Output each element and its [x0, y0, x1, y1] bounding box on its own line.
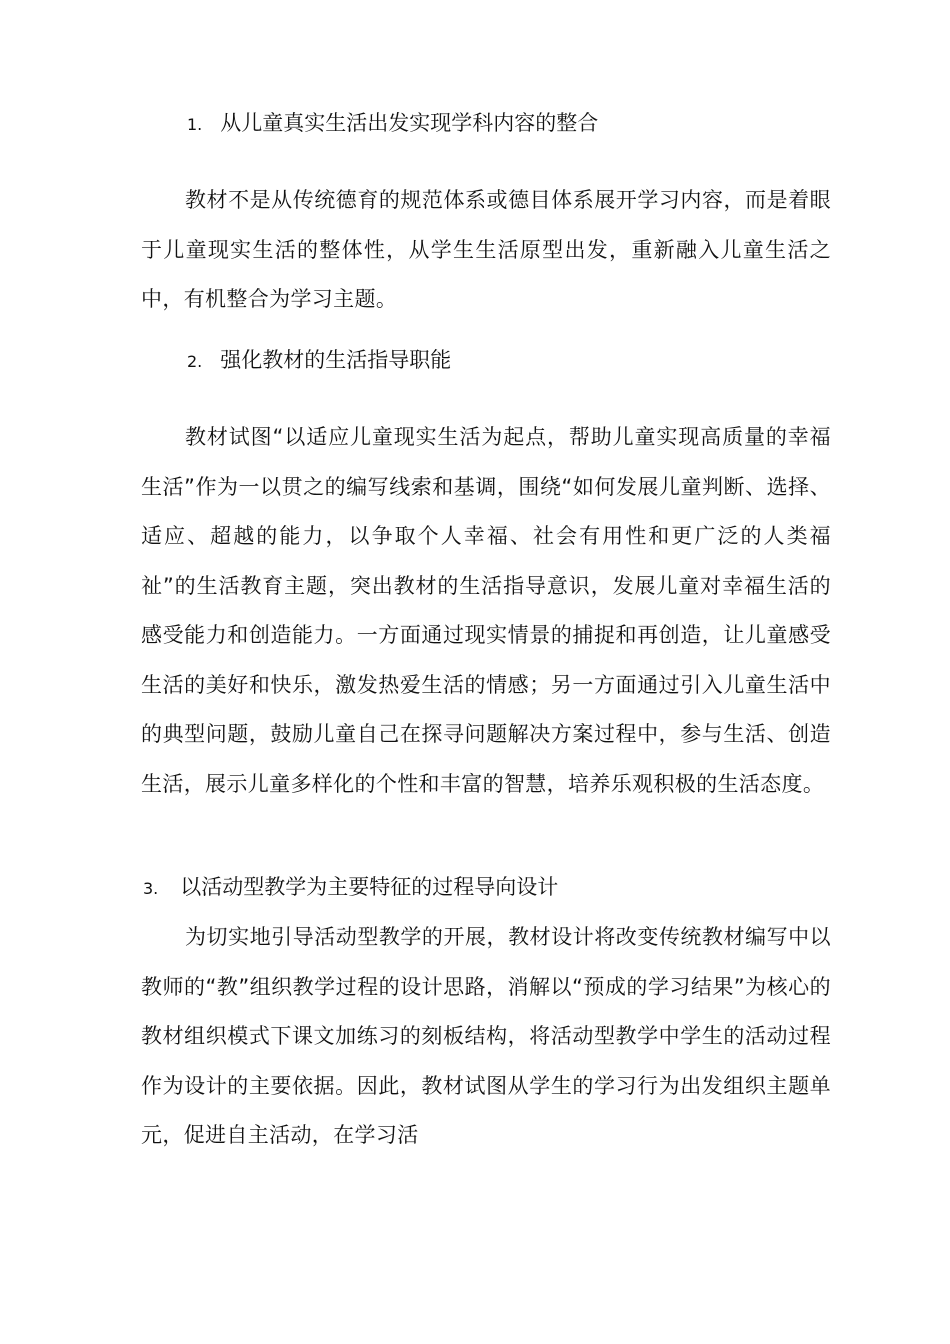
- section-title-2: 强化教材的生活指导职能: [220, 348, 452, 372]
- section-heading-2: [187, 345, 451, 377]
- section-title-3: 以活动型教学为主要特征的过程导向设计: [180, 875, 559, 899]
- section-title-1: 从儿童真实生活出发实现学科内容的整合: [220, 111, 599, 135]
- section-number-1: 1.: [187, 115, 203, 134]
- section-heading-3: [143, 872, 558, 904]
- section-paragraph-2: 教材试图“以适应儿童现实生活为起点，帮助儿童实现高质量的幸福生活”作为一以贯之的编写线索和基调，围绕“如何发展儿童判断、选择、适应、超越的能力，以争取个人幸福、社会有用性和更广泛的人类福祉”的生活教育主题，突出教材的生活指导意识，发展儿童对幸福生活的感受能力和创造能力。一方面通过现实情景的捕捉和再创造，让儿童感受生活的美好和快乐，激发热爱生活的情感；另一方面通过引入儿童生活中的典型问题，鼓励儿童自己在探寻问题解决方案过程中，参与生活、创造生活，展示儿童多样化的个性和丰富的智慧，培养乐观积极的生活态度。: [141, 425, 831, 796]
- section-number-3: 3.: [143, 879, 159, 898]
- section-heading-1: [187, 108, 598, 140]
- section-paragraph-3: 为切实地引导活动型教学的开展，教材设计将改变传统教材编写中以教师的“教”组织教学过程的设计思路，消解以“预成的学习结果”为核心的教材组织模式下课文加练习的刻板结构，将活动型教学中学生的活动过程作为设计的主要依据。因此，教材试图从学生的学习行为出发组织主题单元，促进自主活动，在学习活: [141, 925, 831, 1147]
- section-number-2: 2.: [187, 352, 203, 371]
- section-paragraph-1: 教材不是从传统德育的规范体系或德目体系展开学习内容，而是着眼于儿童现实生活的整体性，从学生生活原型出发，重新融入儿童生活之中，有机整合为学习主题。: [141, 188, 831, 311]
